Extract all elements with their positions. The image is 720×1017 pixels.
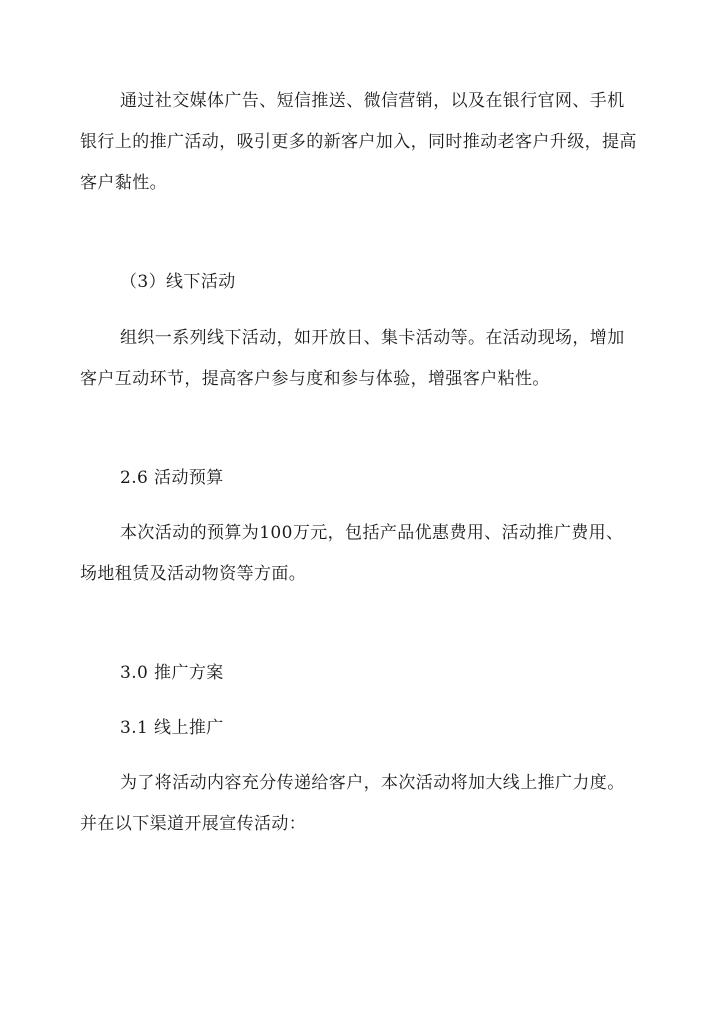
heading-activity-budget: 2.6 活动预算 [120, 468, 224, 488]
heading-online-promotion: 3.1 线上推广 [120, 718, 224, 738]
paragraph-online-channels: 通过社交媒体广告、短信推送、微信营销，以及在银行官网、手机银行上的推广活动，吸引更多的新客户加入，同时推动老客户升级，提高客户黏性。 [80, 91, 637, 193]
heading-promotion-plan: 3.0 推广方案 [120, 663, 224, 683]
paragraph-activity-budget: 本次活动的预算为100万元，包括产品优惠费用、活动推广费用、场地租赁及活动物资等方面。 [80, 523, 624, 584]
paragraph-online-promotion: 为了将活动内容充分传递给客户，本次活动将加大线上推广力度。并在以下渠道开展宣传活动： [80, 773, 625, 834]
paragraph-offline-activities: 组织一系列线下活动，如开放日、集卡活动等。在活动现场，增加客户互动环节，提高客户参与度和参与体验，增强客户粘性。 [80, 328, 625, 389]
heading-offline-activities: （3）线下活动 [120, 272, 236, 292]
